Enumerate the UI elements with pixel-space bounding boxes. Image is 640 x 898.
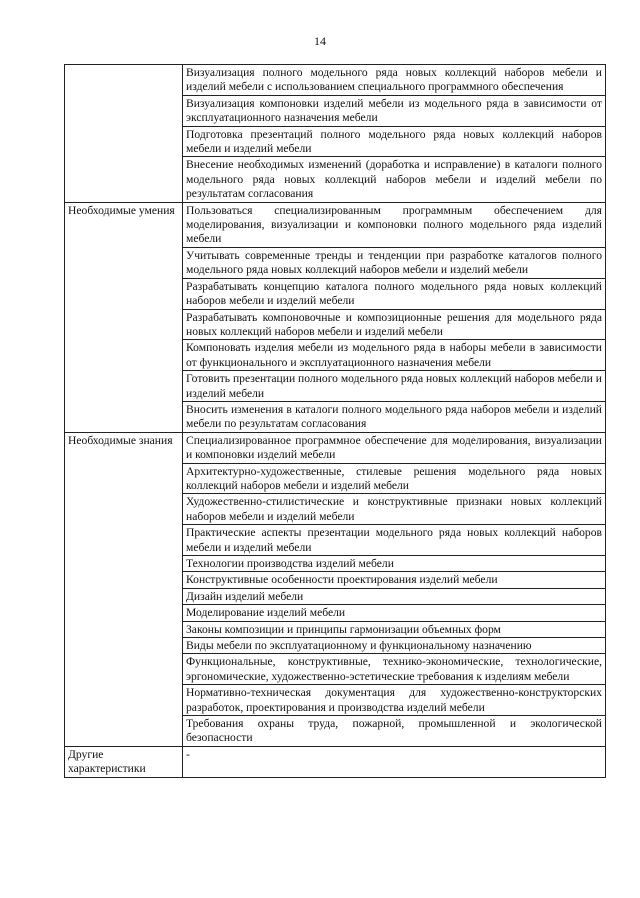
requirement-item: Визуализация компоновки изделий мебели из модельного ряда в зависимости от эксплуатационного назначения мебели	[183, 95, 606, 126]
requirement-item: Виды мебели по эксплуатационному и функциональному назначению	[183, 638, 606, 654]
section-label: Необходимые знания	[65, 432, 183, 746]
requirement-item: Пользоваться специализированным программным обеспечением для моделирования, визуализации и компоновки полного модельного ряда изделий мебели	[183, 202, 606, 247]
section-label: Другие характеристики	[65, 746, 183, 777]
requirement-item: Художественно-стилистические и конструктивные признаки новых коллекций наборов мебели и изделий мебели	[183, 494, 606, 525]
requirement-item: Вносить изменения в каталоги полного модельного ряда наборов мебели и изделий мебели по результатам согласования	[183, 401, 606, 432]
requirement-item: Внесение необходимых изменений (доработка и исправление) в каталоги полного модельного ряда новых коллекций наборов мебели и изделий мебели по результатам согласования	[183, 157, 606, 202]
table-row	[65, 65, 606, 96]
requirement-item: Нормативно-техническая документация для художественно-конструкторских разработок, проектирования и производства изделий мебели	[183, 685, 606, 716]
section-label: Необходимые умения	[65, 202, 183, 432]
requirement-item: Компоновать изделия мебели из модельного ряда в наборы мебели в зависимости от функционального и эксплуатационного назначения мебели	[183, 340, 606, 371]
requirement-item: Готовить презентации полного модельного ряда новых коллекций наборов мебели и изделий мебели	[183, 371, 606, 402]
requirement-item: Специализированное программное обеспечение для моделирования, визуализации и компоновки изделий мебели	[183, 432, 606, 463]
requirement-item: Разрабатывать концепцию каталога полного модельного ряда новых коллекций наборов мебели и изделий мебели	[183, 278, 606, 309]
requirement-item: Технологии производства изделий мебели	[183, 556, 606, 572]
requirement-item: Законы композиции и принципы гармонизации объемных форм	[183, 621, 606, 637]
requirement-item: Подготовка презентаций полного модельного ряда новых коллекций наборов мебели и изделий мебели	[183, 126, 606, 157]
requirement-item: Учитывать современные тренды и тенденции при разработке каталогов полного модельного ряда новых коллекций наборов мебели и изделий мебели	[183, 247, 606, 278]
requirement-item: Требования охраны труда, пожарной, промышленной и экологической безопасности	[183, 716, 606, 747]
requirement-item: Визуализация полного модельного ряда новых коллекций наборов мебели и изделий мебели с использованием специального программного обеспечения	[183, 65, 606, 96]
table-row	[65, 746, 606, 777]
requirement-item: Практические аспекты презентации модельного ряда новых коллекций наборов мебели и изделий мебели	[183, 525, 606, 556]
table-row	[65, 202, 606, 247]
requirement-item: Дизайн изделий мебели	[183, 588, 606, 604]
requirement-item: Разрабатывать компоновочные и композиционные решения для модельного ряда новых коллекций наборов мебели и изделий мебели	[183, 309, 606, 340]
table-row	[65, 432, 606, 463]
requirements-table	[64, 64, 606, 778]
requirement-item: Моделирование изделий мебели	[183, 605, 606, 621]
requirements-table-body	[65, 65, 606, 778]
section-label	[65, 65, 183, 203]
requirement-item: Архитектурно-художественные, стилевые решения модельного ряда новых коллекций наборов мебели и изделий мебели	[183, 463, 606, 494]
page-number: 14	[314, 34, 326, 48]
requirement-item: Конструктивные особенности проектирования изделий мебели	[183, 572, 606, 588]
requirement-item: Функциональные, конструктивные, технико-экономические, технологические, эргономические, художественно-эстетические требования к изделиям мебели	[183, 654, 606, 685]
requirement-item: -	[183, 746, 606, 777]
